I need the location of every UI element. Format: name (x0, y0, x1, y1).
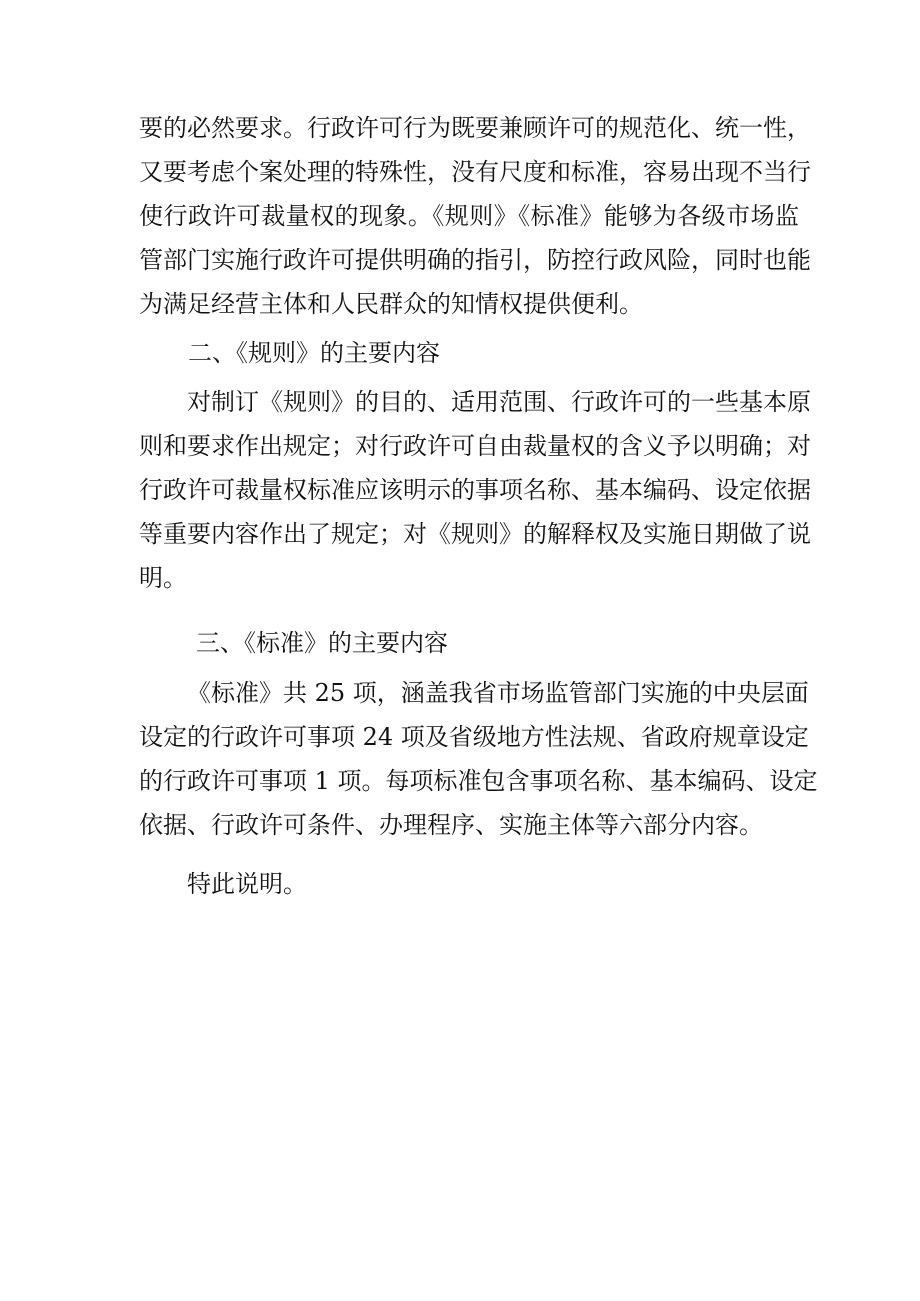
paragraph-line: 使行政许可裁量权的现象。《规则》《标准》能够为各级市场监 (139, 202, 799, 230)
paragraph-line: 《标准》共 25 项，涵盖我省市场监管部门实施的中央层面 (187, 679, 809, 707)
closing-statement (139, 862, 799, 906)
paragraph-standards-content (139, 671, 818, 847)
paragraph-line: 依据、行政许可条件、办理程序、实施主体等六部分内容。 (139, 811, 763, 839)
section-heading-standards: 三、《标准》的主要内容 (196, 629, 448, 657)
paragraph-line: 明。 (139, 564, 187, 592)
paragraph-line: 设定的行政许可事项 24 项及省级地方性法规、省政府规章设定 (139, 723, 809, 751)
section-heading-rules: 二、《规则》的主要内容 (188, 339, 440, 367)
paragraph-line: 管部门实施行政许可提供明确的指引，防控行政风险，同时也能 (139, 246, 811, 274)
paragraph-necessity (139, 106, 811, 326)
paragraph-line: 为满足经营主体和人民群众的知情权提供便利。 (139, 290, 643, 318)
paragraph-rules-content (139, 380, 811, 600)
paragraph-line: 则和要求作出规定；对行政许可自由裁量权的含义予以明确；对 (139, 432, 811, 460)
paragraph-line: 要的必然要求。行政许可行为既要兼顾许可的规范化、统一性， (139, 114, 811, 142)
paragraph-line: 对制订《规则》的目的、适用范围、行政许可的一些基本原 (187, 388, 811, 416)
paragraph-line: 行政许可裁量权标准应该明示的事项名称、基本编码、设定依据 (139, 476, 811, 504)
paragraph-line: 又要考虑个案处理的特殊性，没有尺度和标准，容易出现不当行 (139, 158, 811, 186)
paragraph-line: 等重要内容作出了规定；对《规则》的解释权及实施日期做了说 (139, 520, 811, 548)
paragraph-line: 的行政许可事项 1 项。每项标准包含事项名称、基本编码、设定 (139, 767, 818, 795)
closing-line: 特此说明。 (187, 870, 307, 898)
